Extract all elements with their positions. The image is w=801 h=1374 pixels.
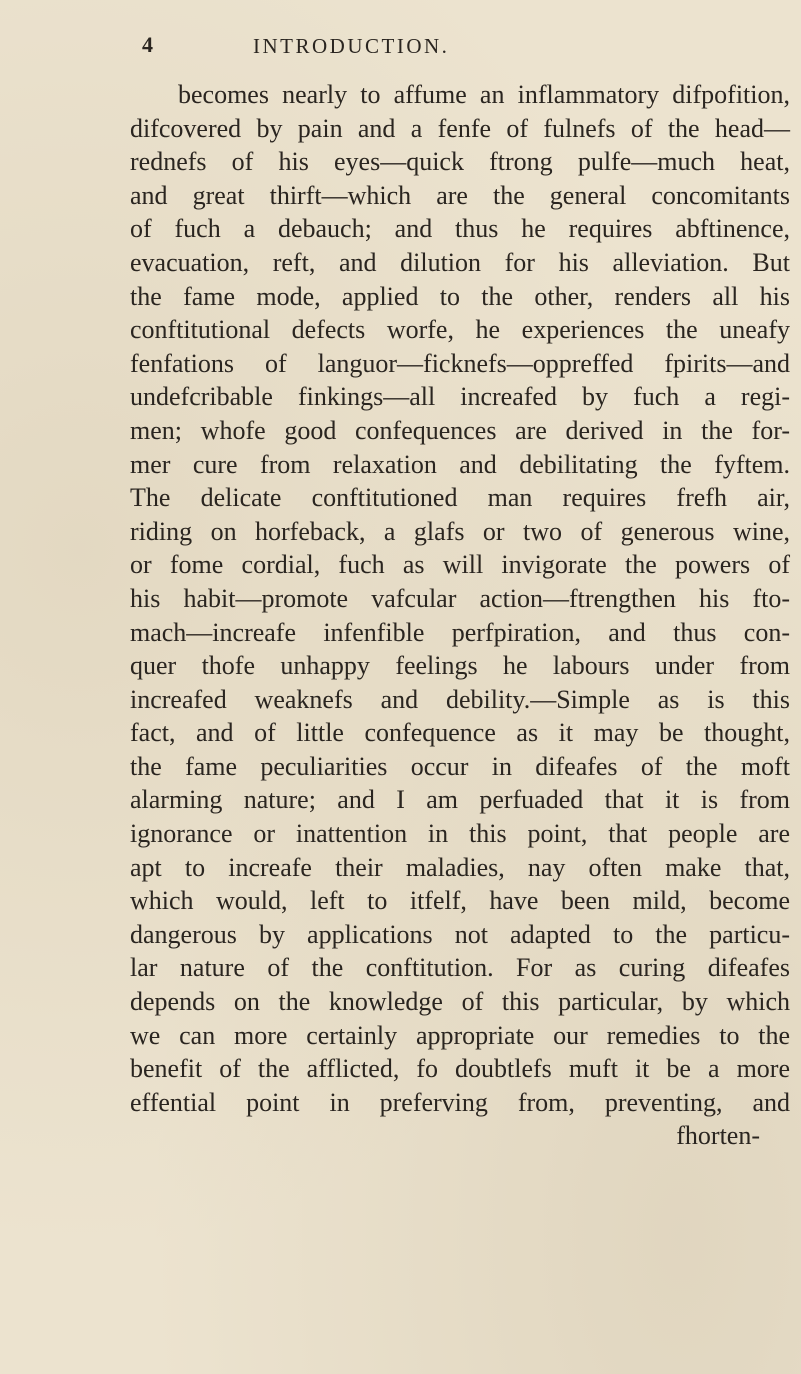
text-line: The delicate conftitutioned man requires frefh air, [130, 483, 790, 513]
text-line: the fame peculiarities occur in difeafes of the moft [130, 751, 790, 781]
text-line: quer thofe unhappy feelings he labours under from [130, 651, 790, 681]
text-line: we can more certainly appropriate our remedies to the [130, 1020, 790, 1050]
text-line: effential point in preferving from, preventing, and [130, 1087, 790, 1117]
text-line: dangerous by applications not adapted to the particu- [130, 919, 790, 949]
text-line: or fome cordial, fuch as will invigorate the powers of [130, 550, 790, 580]
text-line: ignorance or inattention in this point, that people are [130, 819, 790, 849]
text-line: difcovered by pain and a fenfe of fulnefs of the head— [130, 113, 790, 143]
text-line: benefit of the afflicted, fo doubtlefs muft it be a more [130, 1054, 790, 1084]
text-line: the fame mode, applied to the other, renders all his [130, 281, 790, 311]
catchword: fhorten- [676, 1121, 760, 1151]
text-line: riding on horfeback, a glafs or two of generous wine, [130, 516, 790, 546]
text-line: which would, left to itfelf, have been mild, become [130, 886, 790, 916]
text-line: fenfations of languor—ficknefs—oppreffed fpirits—and [130, 348, 790, 378]
text-line: evacuation, reft, and dilution for his alleviation. But [130, 247, 790, 277]
text-line: men; whofe good confequences are derived in the for- [130, 415, 790, 445]
text-line: increafed weaknefs and debility.—Simple as is this [130, 684, 790, 714]
text-line: of fuch a debauch; and thus he requires abftinence, [130, 214, 790, 244]
text-line: alarming nature; and I am perfuaded that it is from [130, 785, 790, 815]
text-line: fact, and of little confequence as it may be thought, [130, 718, 790, 748]
text-line: apt to increafe their maladies, nay often make that, [130, 852, 790, 882]
text-line: undefcribable finkings—all increafed by fuch a regi- [130, 382, 790, 412]
text-line: mer cure from relaxation and debilitating the fyftem. [130, 449, 790, 479]
page-header [0, 32, 801, 62]
page-number: 4 [142, 32, 153, 57]
text-line: becomes nearly to affume an inflammatory difpofition, [178, 80, 790, 109]
body-text [130, 78, 790, 1153]
text-line: his habit—promote vafcular action—ftrengthen his fto- [130, 583, 790, 613]
text-line: lar nature of the conftitution. For as curing difeafes [130, 953, 790, 983]
text-line: and great thirft—which are the general concomitants [130, 180, 790, 210]
running-head: INTRODUCTION. [253, 34, 450, 58]
text-line: depends on the knowledge of this particular, by which [130, 987, 790, 1017]
text-line: rednefs of his eyes—quick ftrong pulfe—much heat, [130, 147, 790, 177]
text-line: conftitutional defects worfe, he experiences the uneafy [130, 315, 790, 345]
text-line: mach—increafe infenfible perfpiration, and thus con- [130, 617, 790, 647]
